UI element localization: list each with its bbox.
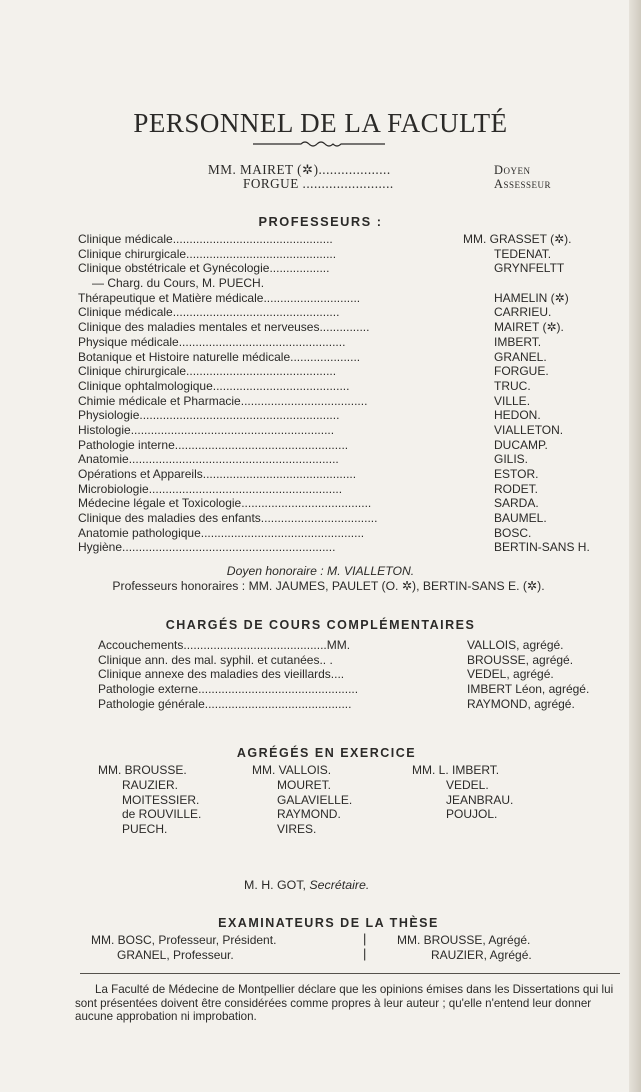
chair-17: Microbiologie.......................................................... <box>78 481 343 496</box>
professeur-name-6: MAIRET (✲). <box>494 320 564 335</box>
professeur-name-16: ESTOR. <box>494 467 539 481</box>
professeur-name-21: BERTIN-SANS H. <box>494 540 590 555</box>
officer-assesseur-name: FORGUE ........................ <box>243 176 394 191</box>
professeurs-names <box>463 232 639 555</box>
charge-name-1: BROUSSE, agrégé. <box>467 652 574 667</box>
professeur-name-4: HAMELIN (✲) <box>494 290 569 305</box>
chair-19: Clinique des maladies des enfants................................... <box>78 511 378 526</box>
chair-1: Clinique chirurgicale............................................. <box>78 246 337 261</box>
officer-doyen-role: Doyen <box>494 163 531 177</box>
professeur-name-10: TRUC. <box>494 378 531 393</box>
chair-0: Clinique médicale................................................ <box>78 232 333 246</box>
chair-7: Physique médicale.................................................. <box>78 334 346 349</box>
disclaimer: La Faculté de Médecine de Montpellier déclare que les opinions émises dans les Dissertations qui lui sont présentées doivent être considérées comme propres à leur auteur ; qu'elle n'entend leur donner aucune approbation ni improbation. <box>75 983 614 1024</box>
agreges-column-3 <box>412 763 513 822</box>
professeurs-chairs <box>78 232 458 555</box>
examinateurs-divider: | | <box>363 931 367 961</box>
professeur-name-20: BOSC. <box>494 525 532 540</box>
charge-course-3: Pathologie externe................................................ <box>98 682 359 697</box>
chair-15: Anatomie............................................................... <box>78 452 339 467</box>
secretaire <box>244 878 369 893</box>
agrege-3-3: POUJOL. <box>446 807 498 822</box>
agrege-2-2: GALAVIELLE. <box>277 792 353 807</box>
charge-course-0: Accouchements...........................................MM. <box>98 638 351 652</box>
chair-12: Physiologie............................................................ <box>78 408 340 423</box>
officer-doyen-name: MM. MAIRET (✲)................... <box>208 162 391 177</box>
title-flourish <box>253 140 385 148</box>
chair-3: — Charg. du Cours, M. PUECH. <box>92 276 265 291</box>
charge-course-2: Clinique annexe des maladies des vieillards.... <box>98 667 345 682</box>
agrege-1-4: PUECH. <box>122 822 168 837</box>
professeur-name-8: GRANEL. <box>494 349 547 364</box>
examinateurs-heading: EXAMINATEURS DE LA THÈSE <box>218 916 439 930</box>
professeurs-heading: PROFESSEURS : <box>258 214 383 229</box>
secretaire-name: M. H. GOT, <box>244 878 306 892</box>
agrege-1-2: MOITESSIER. <box>122 792 200 807</box>
chair-14: Pathologie interne.................................................... <box>78 437 349 452</box>
professeurs-honoraires: Professeurs honoraires : MM. JAUMES, PAULET (O. ✲), BERTIN-SANS E. (✲). <box>112 579 545 593</box>
chair-18: Médecine légale et Toxicologie....................................... <box>78 496 372 511</box>
chair-2: Clinique obstétricale et Gynécologie.................. <box>78 261 330 276</box>
professeur-name-5: CARRIEU. <box>494 305 552 320</box>
professeur-name-3 <box>463 276 639 291</box>
professeur-name-19: BAUMEL. <box>494 511 547 526</box>
professeur-name-1: TEDENAT. <box>494 246 552 261</box>
chair-5: Clinique médicale.................................................. <box>78 305 340 320</box>
charges-heading: CHARGÉS DE COURS COMPLÉMENTAIRES <box>165 618 476 632</box>
agrege-2-3: RAYMOND. <box>277 807 341 822</box>
examinateurs-left <box>91 933 276 963</box>
professeur-name-12: HEDON. <box>494 408 541 423</box>
chair-4: Thérapeutique et Matière médicale............................. <box>78 290 361 305</box>
chair-8: Botanique et Histoire naturelle médicale..................... <box>78 349 361 364</box>
professeur-name-11: VILLE. <box>494 393 531 408</box>
charge-name-4: RAYMOND, agrégé. <box>467 696 575 711</box>
agrege-1-1: RAUZIER. <box>122 777 179 792</box>
officer-assesseur-role: Assesseur <box>494 177 551 191</box>
charge-name-3: IMBERT Léon, agrégé. <box>467 682 590 697</box>
chair-16: Opérations et Appareils.............................................. <box>78 467 357 481</box>
doyen-honoraire: Doyen honoraire : M. VIALLETON. <box>226 564 415 578</box>
examinateur-right-1: RAUZIER, Agrégé. <box>431 947 532 962</box>
charge-name-2: VEDEL, agrégé. <box>467 667 554 682</box>
agrege-3-2: JEANBRAU. <box>446 792 514 807</box>
chair-10: Clinique ophtalmologique......................................... <box>78 378 350 393</box>
chair-9: Clinique chirurgicale............................................. <box>78 364 337 379</box>
agrege-3-0: MM. L. IMBERT. <box>412 763 500 777</box>
secretaire-role: Secrétaire. <box>309 878 370 892</box>
charges-names <box>467 638 637 711</box>
examinateurs-right <box>397 933 532 963</box>
chair-6: Clinique des maladies mentales et nerveuses............... <box>78 320 370 335</box>
examinateur-left-0: MM. BOSC, Professeur, Président. <box>91 933 277 947</box>
charge-name-0: VALLOIS, agrégé. <box>467 638 564 652</box>
examinateur-left-1: GRANEL, Professeur. <box>117 947 234 962</box>
chair-21: Hygiène................................................................ <box>78 540 336 555</box>
agrege-3-1: VEDEL. <box>446 777 489 792</box>
footer-rule <box>80 973 620 974</box>
agrege-2-0: MM. VALLOIS. <box>252 763 332 777</box>
professeur-name-14: DUCAMP. <box>494 437 548 452</box>
charge-course-1: Clinique ann. des mal. syphil. et cutanées.. . <box>98 652 333 667</box>
chair-11: Chimie médicale et Pharmacie...................................... <box>78 393 368 408</box>
agrege-2-1: MOURET. <box>277 777 331 792</box>
charge-course-4: Pathologie générale............................................ <box>98 696 352 711</box>
examinateur-right-0: MM. BROUSSE, Agrégé. <box>397 933 531 947</box>
professeur-name-13: VIALLETON. <box>494 422 564 437</box>
professeur-name-15: GILIS. <box>494 452 529 467</box>
professeur-name-17: RODET. <box>494 481 539 496</box>
charges-courses <box>98 638 458 711</box>
agrege-2-4: VIRES. <box>277 822 317 837</box>
professeur-name-18: SARDA. <box>494 496 539 511</box>
page-title: PERSONNEL DE LA FACULTÉ <box>133 108 508 138</box>
agreges-column-2 <box>252 763 352 837</box>
agrege-1-0: MM. BROUSSE. <box>98 763 187 777</box>
professeur-name-9: FORGUE. <box>494 364 549 379</box>
chair-20: Anatomie pathologique................................................. <box>78 525 365 540</box>
agrege-1-3: de ROUVILLE. <box>122 807 202 822</box>
chair-13: Histologie............................................................. <box>78 422 335 437</box>
agreges-heading: AGRÉGÉS EN EXERCICE <box>236 746 417 760</box>
professeur-name-7: IMBERT. <box>494 334 542 349</box>
professeur-name-2: GRYNFELTT <box>494 261 565 276</box>
agreges-column-1 <box>98 763 201 837</box>
professeur-name-0: MM. GRASSET (✲). <box>463 232 572 246</box>
